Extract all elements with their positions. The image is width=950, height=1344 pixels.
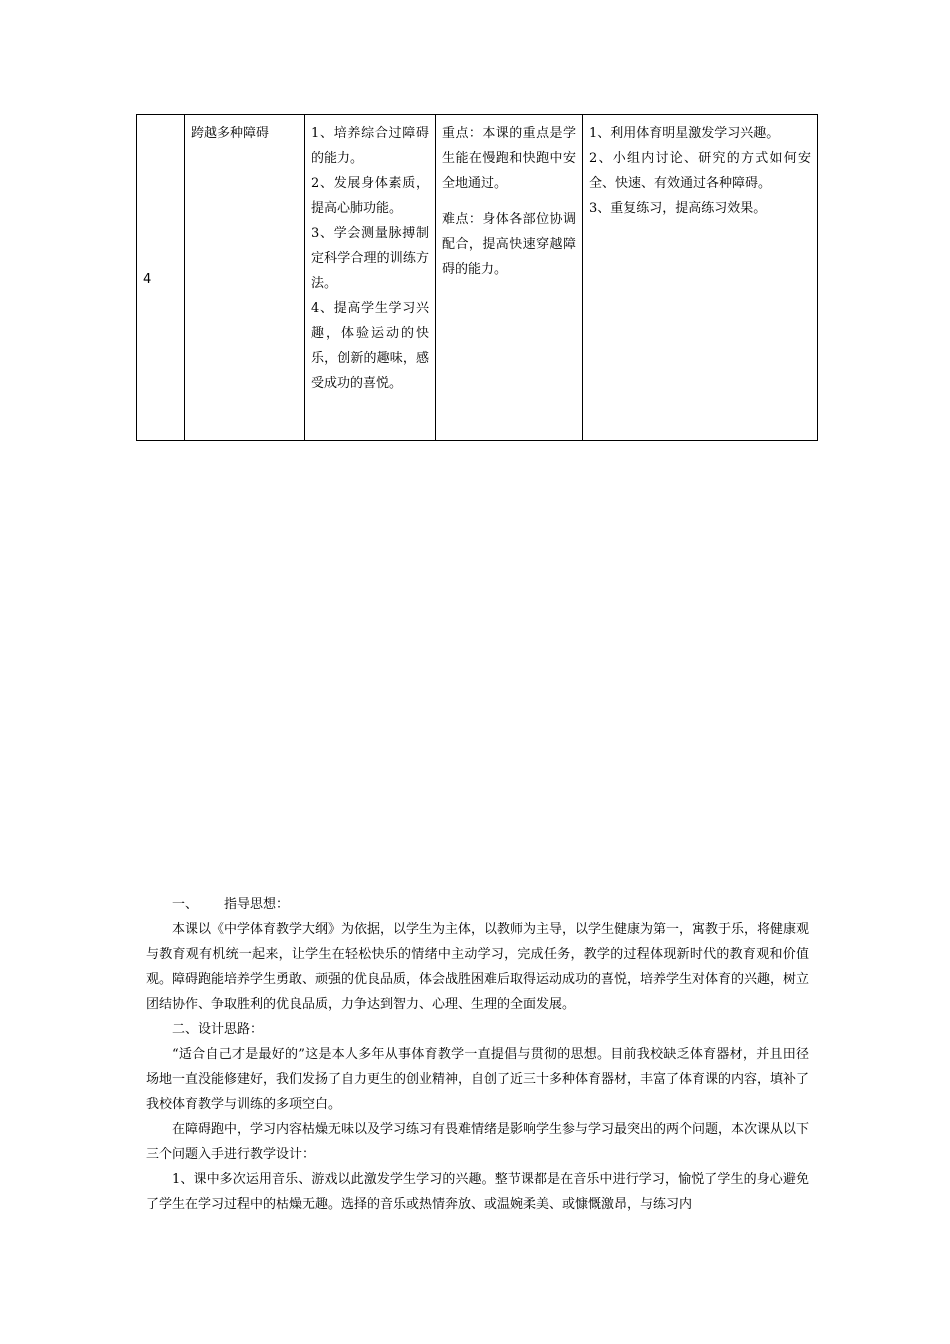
objective-item: 1、培养综合过障碍的能力。 bbox=[311, 126, 429, 166]
section-heading-guiding bbox=[146, 892, 809, 917]
spacer bbox=[442, 196, 576, 207]
paragraph: 1、课中多次运用音乐、游戏以此激发学生学习的兴趣。整节课都是在音乐中进行学习，愉悦了学生的身心避免了学生在学习过程中的枯燥无趣。选择的音乐或热情奔放、或温婉柔美、或慷慨激昂，与练习内 bbox=[146, 1172, 809, 1212]
lesson-title-cell bbox=[185, 115, 305, 441]
paragraph: 本课以《中学体育教学大纲》为依据，以学生为主体，以教师为主导，以学生健康为第一，寓教于乐，将健康观与教育观有机统一起来，让学生在轻松快乐的情绪中主动学习，完成任务，教学的过程体现新时代的教育观和价值观。障碍跑能培养学生勇敢、顽强的优良品质，体会战胜困难后取得运动成功的喜悦，培养学生对体育的兴趣，树立团结协作、争取胜利的优良品质，力争达到智力、心理、生理的全面发展。 bbox=[146, 922, 810, 1012]
lesson-number: 4 bbox=[143, 272, 152, 287]
key-difficult-points-cell bbox=[436, 115, 583, 441]
method-item: 1、利用体育明星激发学习兴趣。 bbox=[589, 126, 780, 141]
heading-number: 一、 bbox=[172, 897, 199, 912]
objective-item: 4、提高学生学习兴趣，体验运动的快乐，创新的趣味，感受成功的喜悦。 bbox=[311, 301, 429, 391]
method-item: 3、重复练习，提高练习效果。 bbox=[589, 201, 767, 216]
teaching-methods-cell bbox=[583, 115, 818, 441]
heading-text: 指导思想： bbox=[224, 897, 290, 912]
lesson-plan-table bbox=[136, 114, 818, 441]
section-heading-design: 二、设计思路： bbox=[172, 1022, 264, 1037]
difficult-points-text: 难点：身体各部位协调配合，提高快速穿越障碍的能力。 bbox=[442, 212, 576, 277]
lesson-number-cell bbox=[137, 115, 185, 441]
paragraph: 在障碍跑中，学习内容枯燥无味以及学习练习有畏难情绪是影响学生参与学习最突出的两个问题，本次课从以下三个问题入手进行教学设计： bbox=[146, 1122, 810, 1162]
table-row bbox=[137, 115, 818, 441]
objectives-cell bbox=[305, 115, 436, 441]
method-item: 2、小组内讨论、研究的方式如何安全、快速、有效通过各种障碍。 bbox=[589, 151, 811, 191]
body-text bbox=[146, 892, 809, 1217]
objective-item: 3、学会测量脉搏制定科学合理的训练方法。 bbox=[311, 226, 429, 291]
lesson-title: 跨越多种障碍 bbox=[191, 126, 270, 141]
objective-item: 2、发展身体素质，提高心肺功能。 bbox=[311, 176, 429, 216]
paragraph: “适合自己才是最好的”这是本人多年从事体育教学一直提倡与贯彻的思想。目前我校缺乏体育器材，并且田径场地一直没能修建好，我们发扬了自力更生的创业精神，自创了近三十多种体育器材，丰富了体育课的内容，填补了我校体育教学与训练的多项空白。 bbox=[146, 1047, 810, 1112]
key-points-text: 重点：本课的重点是学生能在慢跑和快跑中安全地通过。 bbox=[442, 126, 576, 191]
